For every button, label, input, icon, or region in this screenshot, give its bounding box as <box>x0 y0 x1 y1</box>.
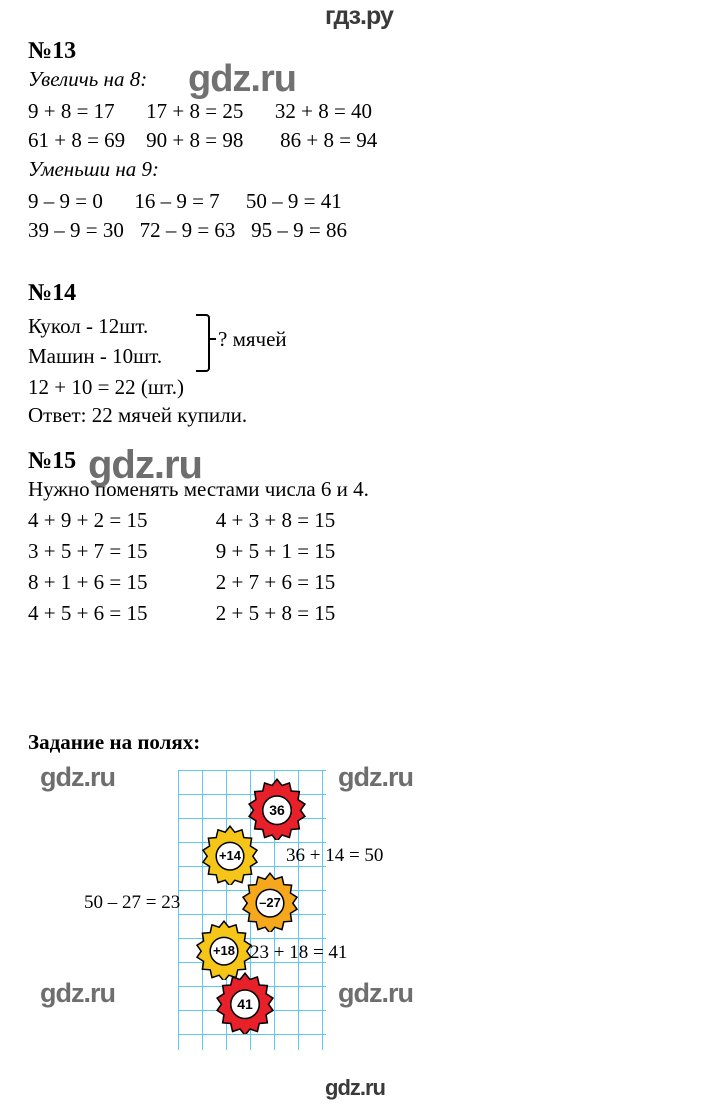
gear-icon <box>194 920 254 980</box>
equation-row: 4 + 5 + 6 = 15 2 + 5 + 8 = 15 <box>28 601 336 625</box>
equation-row: 9 + 8 = 17 17 + 8 = 25 32 + 8 = 40 <box>28 99 373 123</box>
task-13-increase-rows <box>28 97 688 155</box>
gear-plus-18 <box>194 920 254 980</box>
task-13-subtitle-decrease: Уменьши на 9: <box>28 157 160 181</box>
task-13-number: №13 <box>28 38 77 64</box>
gear-label: 41 <box>237 996 253 1012</box>
task-15-rows <box>28 505 688 629</box>
margin-equation-2: 50 – 27 = 23 <box>84 892 181 913</box>
task-13 <box>28 38 688 245</box>
task-14-solution: 12 + 10 = 22 (шт.) <box>28 375 184 399</box>
brace-bracket <box>196 314 210 372</box>
task-13-subtitle-increase: Увеличь на 8: <box>28 67 148 91</box>
task-15 <box>28 448 688 629</box>
task-15-number: №15 <box>28 448 77 474</box>
watermark-near-task15: gdz.ru <box>88 443 202 487</box>
gear-label: 36 <box>269 802 285 818</box>
gear-icon <box>214 972 276 1034</box>
watermark-grid-bottom-left: gdz.ru <box>40 978 115 1008</box>
watermark-grid-bottom-right: gdz.ru <box>338 978 413 1008</box>
condition-line-dolls: Кукол - 12шт. <box>28 314 149 338</box>
equation-row: 8 + 1 + 6 = 15 2 + 7 + 6 = 15 <box>28 570 336 594</box>
watermark-top: гдз.ру <box>325 2 393 30</box>
gear-label: +14 <box>218 848 242 863</box>
task-14-condition <box>28 311 688 373</box>
gear-41 <box>214 972 276 1034</box>
watermark-grid-top-left: gdz.ru <box>40 762 115 792</box>
brace-tick <box>208 338 216 340</box>
task-14-number: №14 <box>28 280 77 306</box>
equation-row: 3 + 5 + 7 = 15 9 + 5 + 1 = 15 <box>28 539 336 563</box>
task-14 <box>28 280 688 429</box>
gear-label: –27 <box>259 895 281 910</box>
task-14-answer: Ответ: 22 мячей купили. <box>28 403 248 427</box>
margin-task-heading: Задание на полях: <box>28 730 201 754</box>
gear-label: +18 <box>212 943 236 958</box>
margin-equation-3: 23 + 18 = 41 <box>250 942 348 963</box>
watermark-grid-top-right: gdz.ru <box>338 762 413 792</box>
watermark-near-task13: gdz.ru <box>188 58 296 100</box>
equation-row: 39 – 9 = 30 72 – 9 = 63 95 – 9 = 86 <box>28 218 348 242</box>
equation-row: 4 + 9 + 2 = 15 4 + 3 + 8 = 15 <box>28 508 336 532</box>
condition-line-cars: Машин - 10шт. <box>28 344 163 368</box>
margin-equation-1: 36 + 14 = 50 <box>286 845 384 866</box>
task-13-decrease-rows <box>28 187 688 245</box>
equation-row: 61 + 8 = 69 90 + 8 = 98 86 + 8 = 94 <box>28 128 378 152</box>
brace-question-label: ? мячей <box>218 327 287 351</box>
equation-row: 9 – 9 = 0 16 – 9 = 7 50 – 9 = 41 <box>28 189 342 213</box>
watermark-bottom: gdz.ru <box>325 1075 385 1100</box>
task-15-intro: Нужно поменять местами числа 6 и 4. <box>28 477 369 501</box>
